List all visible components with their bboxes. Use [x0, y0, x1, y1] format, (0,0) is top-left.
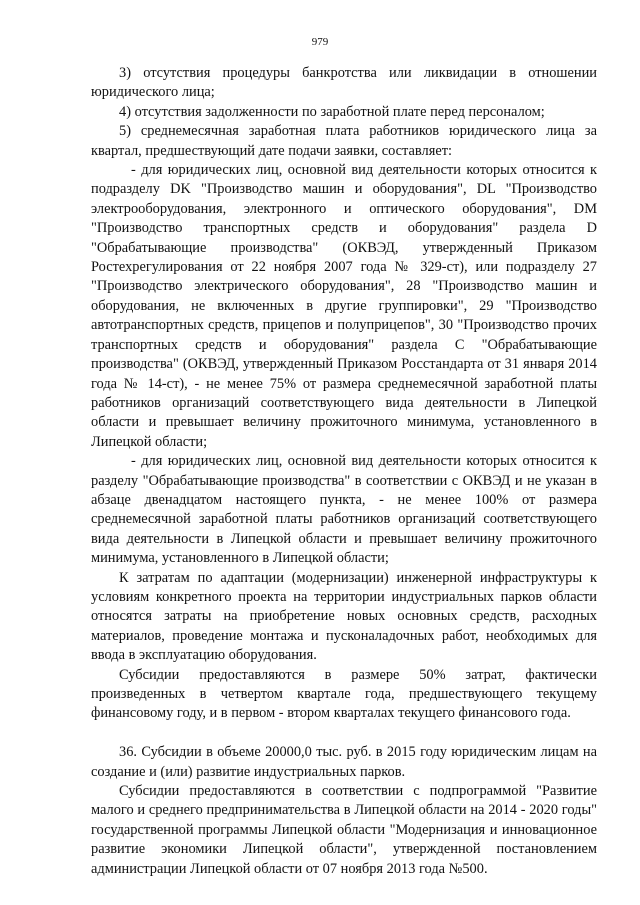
paragraph-subsidy-rate: Субсидии предоставляются в размере 50% затрат, фактически произведенных в четвертом квартале года, предшествующего текущему финансовому году, и в первом - втором кварталах текущего финансового года.: [91, 666, 597, 722]
paragraph-subitem-manufacturing-75: - для юридических лиц, основной вид деятельности которых относится к подразделу DK "Производство машин и оборудования", DL "Производство электрооборудования, электронного и оптического оборудования", DM "Производство транспортных средств и оборудования" раздела D "Обрабатывающие производства" (ОКВЭД, утвержденный Приказом Ростехрегулирования от 22 ноября 2007 года № 329-ст), или подразделу 27 "Производство электрического оборудования", 28 "Производство машин и оборудования, не включенных в другие группировки", 29 "Производство автотранспортных средств, прицепов и полуприцепов", 30 "Производство прочих транспортных средств и оборудования" раздела C "Обрабатывающие производства" (ОКВЭД, утвержденный Приказом Росстандарта от 31 января 2014 года № 14-ст), - не менее 75% от размера среднемесячной заработной платы работников организаций соответствующего вида деятельности в Липецкой области и превышает величину прожиточного минимума, установленного в Липецкой области;: [91, 162, 597, 450]
paragraph-adaptation-costs: К затратам по адаптации (модернизации) инженерной инфраструктуры к условиям конкретного проекта на территории индустриальных парков области относятся затраты на приобретение новых основных средств, расходных материалов, проведение монтажа и пусконаладочных работ, необходимых для ввода в эксплуатацию оборудования.: [91, 569, 597, 664]
paragraph-item-4: 4) отсутствия задолженности по заработной плате перед персоналом;: [119, 103, 545, 120]
page-number: 979: [311, 36, 329, 48]
blank-line: [91, 724, 597, 743]
paragraph-item-36: 36. Субсидии в объеме 20000,0 тыс. руб. в 2015 году юридическим лицам на создание и (или) развитие индустриальных парков.: [91, 744, 597, 780]
paragraph-item-3: 3) отсутствия процедуры банкротства или ликвидации в отношении юридического лица;: [91, 65, 597, 101]
paragraph-subprogram: Субсидии предоставляются в соответствии с подпрограммой "Развитие малого и среднего предпринимательства в Липецкой области на 2014 - 2020 годы" государственной программы Липецкой области "Модернизация и инновационное развитие экономики Липецкой области", утвержденной постановлением администрации Липецкой области от 07 ноября 2013 года №500.: [91, 783, 597, 877]
paragraph-item-5: 5) среднемесячная заработная плата работников юридического лица за квартал, предшествующий дате подачи заявки, составляет:: [91, 123, 597, 159]
document-body: [91, 64, 597, 879]
paragraph-subitem-manufacturing-100: - для юридических лиц, основной вид деятельности которых относится к разделу "Обрабатывающие производства" в соответствии с ОКВЭД и не указан в абзаце двенадцатом настоящего пункта, - не менее 100% от размера среднемесячной заработной платы работников организаций соответствующего вида деятельности в Липецкой области и превышает величину прожиточного минимума, установленного в Липецкой области;: [91, 453, 597, 567]
